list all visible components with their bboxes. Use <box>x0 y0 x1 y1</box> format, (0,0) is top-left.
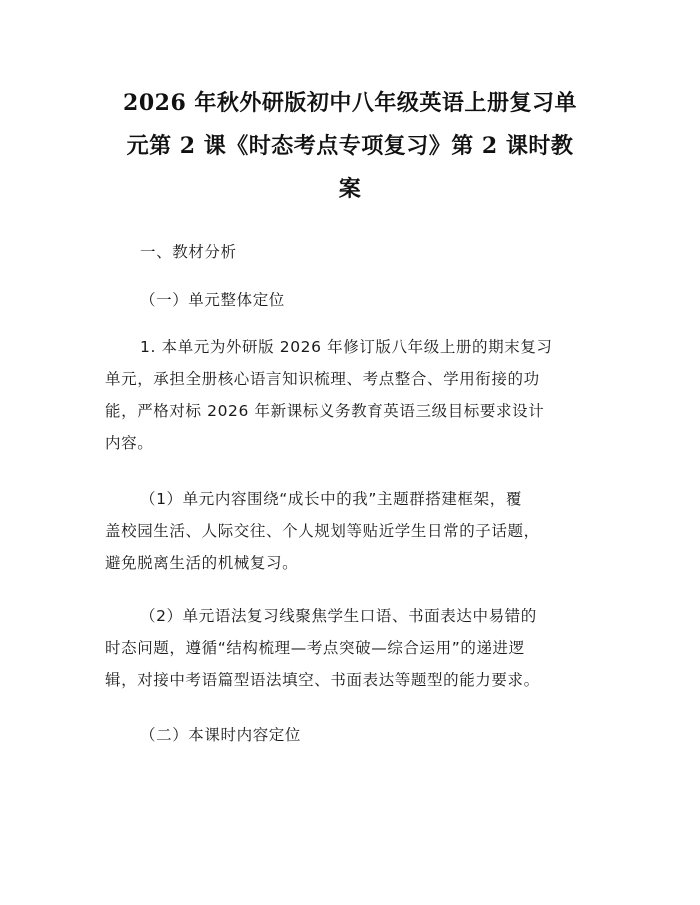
subsection-heading-unit-positioning: （一）单元整体定位 <box>140 291 285 309</box>
paragraph-line: 避免脱离生活的机械复习。 <box>105 554 299 572</box>
title-line: 2026 年秋外研版初中八年级英语上册复习单 <box>123 90 577 116</box>
paragraph-grammar-focus <box>105 600 595 696</box>
paragraph-line: 1. 本单元为外研版 2026 年修订版八年级上册的期末复习 <box>140 338 553 356</box>
paragraph-line: 时态问题，遵循“结构梳理—考点突破—综合运用”的递进逻 <box>105 639 525 657</box>
paragraph-line: 盖校园生活、人际交往、个人规划等贴近学生日常的子话题， <box>105 522 540 540</box>
paragraph-line: （2）单元语法复习线聚焦学生口语、书面表达中易错的 <box>140 607 537 625</box>
title-line: 案 <box>338 176 362 202</box>
document-title <box>100 82 600 211</box>
subsection-heading-lesson-positioning: （二）本课时内容定位 <box>140 726 302 744</box>
title-line: 元第 2 课《时态考点专项复习》第 2 课时教 <box>126 133 574 159</box>
section-heading-textbook-analysis: 一、教材分析 <box>140 243 237 261</box>
paragraph-line: 能，严格对标 2026 年新课标义务教育英语三级目标要求设计 <box>105 402 545 420</box>
paragraph-line: 内容。 <box>105 434 154 452</box>
paragraph-unit-overview <box>105 331 595 459</box>
paragraph-line: （1）单元内容围绕“成长中的我”主题群搭建框架，覆 <box>140 490 522 508</box>
paragraph-line: 辑，对接中考语篇型语法填空、书面表达等题型的能力要求。 <box>105 671 540 689</box>
paragraph-line: 单元，承担全册核心语言知识梳理、考点整合、学用衔接的功 <box>105 370 540 388</box>
paragraph-unit-theme <box>105 483 595 579</box>
